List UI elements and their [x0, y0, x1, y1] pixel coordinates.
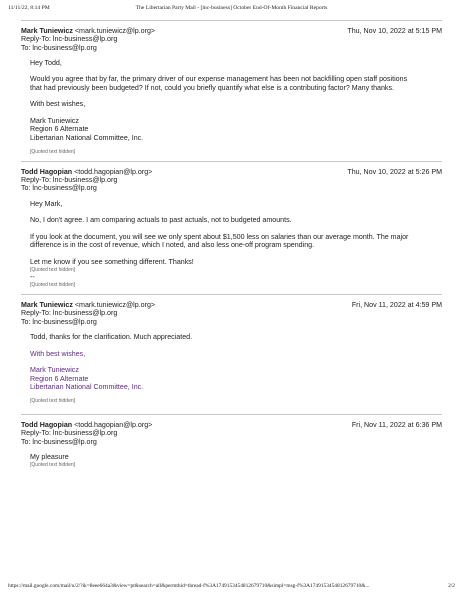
recipient: To: lnc-business@lp.org: [21, 184, 97, 193]
message-separator: [21, 161, 442, 162]
message-header: [21, 27, 442, 52]
greeting: Hey Mark,: [30, 199, 63, 208]
message-date: Fri, Nov 11, 2022 at 6:36 PM: [351, 421, 442, 430]
signature-name: Mark Tuniewicz: [30, 116, 79, 125]
sender-name: Todd Hagopian: [21, 167, 73, 176]
paragraph: No, I don't agree. I am comparing actuals to past actuals, not to budgeted amounts.: [30, 216, 292, 225]
signature-title: Region 6 Alternate: [30, 125, 89, 134]
paragraph: Would you agree that by far, the primary driver of our expense management has been not backfilling open staff positions: [30, 75, 408, 84]
recipient: To: lnc-business@lp.org: [21, 43, 97, 52]
signature-org: Libertarian National Committee, Inc.: [30, 133, 144, 142]
print-datetime: 11/11/22, 8:14 PM: [8, 5, 50, 11]
closing: With best wishes,: [30, 349, 86, 358]
quoted-text-toggle[interactable]: [Quoted text hidden]: [30, 282, 76, 289]
paragraph: If you look at the document, you will see we only spent about $1,500 less on salaries than our average month. The major: [30, 232, 409, 241]
print-title: The Libertarian Party Mail - [lnc-business] October End-Of-Month Financial Reports: [135, 5, 328, 11]
quoted-text-toggle[interactable]: [Quoted text hidden]: [30, 148, 76, 155]
signature-name: Mark Tuniewicz: [30, 366, 79, 375]
paragraph: Todd, thanks for the clarification. Much appreciated.: [30, 333, 193, 342]
sender-email[interactable]: <mark.tuniewicz@lp.org>: [74, 27, 156, 35]
quoted-text-toggle[interactable]: [Quoted text hidden]: [30, 398, 76, 405]
message-header: [21, 168, 442, 193]
message-body: [21, 59, 442, 155]
page-number: 2/2: [448, 583, 455, 589]
print-footer: [8, 583, 455, 589]
sender-name: Todd Hagopian: [21, 421, 73, 430]
message-body: [21, 453, 442, 468]
sender-email[interactable]: <todd.hagopian@lp.org>: [74, 421, 153, 430]
message-separator: [21, 20, 442, 21]
email-message: [21, 301, 442, 404]
reply-to: Reply-To: lnc-business@lp.org: [21, 35, 118, 44]
message-header: [21, 301, 442, 326]
message-date: Thu, Nov 10, 2022 at 5:15 PM: [347, 27, 442, 35]
paragraph: that had previously been budgeted? If not, could you briefly quantify what else is a contributing factor? Many thanks.: [30, 83, 394, 92]
sender-email[interactable]: <todd.hagopian@lp.org>: [74, 167, 153, 176]
recipient: To: lnc-business@lp.org: [21, 437, 97, 446]
quoted-text-toggle[interactable]: [Quoted text hidden]: [30, 462, 76, 469]
greeting: Hey Todd,: [30, 58, 62, 67]
paragraph: Let me know if you see something different. Thanks!: [30, 257, 194, 266]
message-header: [21, 421, 442, 446]
signature-separator: --: [30, 274, 35, 282]
message-separator: [21, 414, 442, 415]
email-message: [21, 27, 442, 155]
reply-to: Reply-To: lnc-business@lp.org: [21, 309, 118, 318]
sender-name: Mark Tuniewicz: [21, 27, 73, 35]
email-message: [21, 168, 442, 288]
print-url: https://mail.google.com/mail/u/2/?ik=8eee664a3&view=pt&search=all&permthid=thread-f%3A1749153454812679710&simpl=msg-f%3A1749153454812679710&...: [8, 583, 370, 589]
reply-to: Reply-To: lnc-business@lp.org: [21, 176, 118, 185]
quoted-text-toggle[interactable]: [Quoted text hidden]: [30, 267, 76, 274]
email-thread: [21, 20, 442, 468]
email-message: [21, 421, 442, 468]
sender-name: Mark Tuniewicz: [21, 301, 73, 310]
sender-email[interactable]: <mark.tuniewicz@lp.org>: [74, 301, 156, 310]
paragraph: difference is in the cost of revenue, which I noted, and also less one-off program spending.: [30, 241, 315, 250]
reply-to: Reply-To: lnc-business@lp.org: [21, 429, 118, 438]
closing: With best wishes,: [30, 100, 86, 109]
message-body: [21, 200, 442, 288]
signature-title: Region 6 Alternate: [30, 374, 89, 383]
message-separator: [21, 294, 442, 295]
paragraph: My pleasure: [30, 452, 69, 461]
signature-org: Libertarian National Committee, Inc.: [30, 382, 144, 391]
message-date: Thu, Nov 10, 2022 at 5:26 PM: [347, 167, 442, 176]
message-body: [21, 333, 442, 404]
message-date: Fri, Nov 11, 2022 at 4:59 PM: [351, 301, 442, 310]
recipient: To: lnc-business@lp.org: [21, 317, 97, 326]
